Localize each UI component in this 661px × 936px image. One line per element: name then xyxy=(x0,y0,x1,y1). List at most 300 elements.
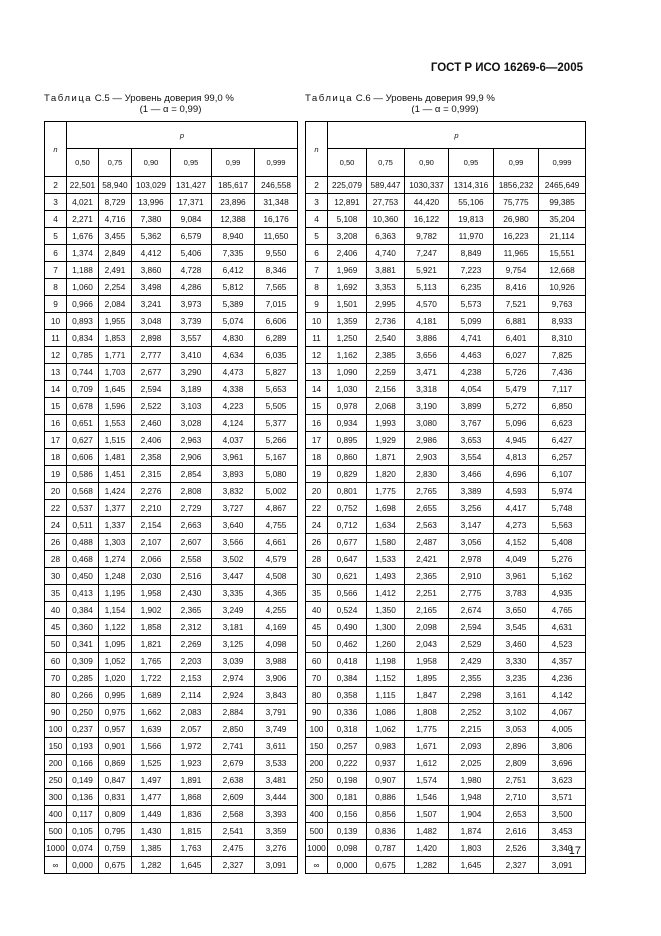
value-cell: 6,412 xyxy=(212,262,255,279)
value-cell: 0,829 xyxy=(328,466,367,483)
value-cell: 2,066 xyxy=(132,551,171,568)
value-cell: 5,827 xyxy=(255,364,298,381)
value-cell: 4,255 xyxy=(255,602,298,619)
table-row xyxy=(45,789,298,806)
value-cell: 0,285 xyxy=(67,670,99,687)
value-cell: 35,204 xyxy=(539,211,586,228)
value-cell: 5,096 xyxy=(494,415,539,432)
row-n-cell: 24 xyxy=(306,517,328,534)
value-cell: 0,712 xyxy=(328,517,367,534)
value-cell: 2,327 xyxy=(494,857,539,874)
caption-text: С.5 — Уровень доверия 99,0 % xyxy=(92,93,234,104)
value-cell: 1,248 xyxy=(99,568,132,585)
value-cell: 2,154 xyxy=(132,517,171,534)
value-cell: 3,961 xyxy=(212,449,255,466)
value-cell: 0,074 xyxy=(67,840,99,857)
value-cell: 2,475 xyxy=(212,840,255,857)
value-cell: 5,653 xyxy=(255,381,298,398)
value-cell: 3,893 xyxy=(212,466,255,483)
value-cell: 3,557 xyxy=(171,330,212,347)
value-cell: 1,703 xyxy=(99,364,132,381)
row-n-cell: ∞ xyxy=(306,857,328,874)
row-n-cell: 12 xyxy=(45,347,67,364)
value-cell: 5,505 xyxy=(255,398,298,415)
value-cell: 1,533 xyxy=(367,551,405,568)
value-cell: 0,139 xyxy=(328,823,367,840)
value-cell: 1,385 xyxy=(132,840,171,857)
value-cell: 3,353 xyxy=(367,279,405,296)
table-row xyxy=(45,279,298,296)
value-cell: 3,498 xyxy=(132,279,171,296)
value-cell: 5,406 xyxy=(171,245,212,262)
value-cell: 2,850 xyxy=(212,721,255,738)
value-cell: 2,924 xyxy=(212,687,255,704)
row-n-cell: 2 xyxy=(306,177,328,194)
value-cell: 0,490 xyxy=(328,619,367,636)
caption-subtitle: (1 — α = 0,999) xyxy=(411,104,479,115)
value-cell: 3,571 xyxy=(539,789,586,806)
value-cell: 44,420 xyxy=(405,194,449,211)
value-cell: 3,056 xyxy=(449,534,494,551)
value-cell: 9,550 xyxy=(255,245,298,262)
value-cell: 4,661 xyxy=(255,534,298,551)
table-row xyxy=(45,602,298,619)
value-cell: 0,341 xyxy=(67,636,99,653)
table-row xyxy=(306,432,586,449)
row-n-cell: 100 xyxy=(45,721,67,738)
column-header: 0,75 xyxy=(367,149,405,177)
value-cell: 2,609 xyxy=(212,789,255,806)
value-cell: 4,054 xyxy=(449,381,494,398)
caption-subtitle: (1 — α = 0,99) xyxy=(139,104,202,115)
value-cell: 1,095 xyxy=(99,636,132,653)
value-cell: 2,978 xyxy=(449,551,494,568)
value-cell: 3,091 xyxy=(539,857,586,874)
value-cell: 2,429 xyxy=(449,653,494,670)
value-cell: 4,631 xyxy=(539,619,586,636)
row-n-cell: 11 xyxy=(45,330,67,347)
table-row xyxy=(45,687,298,704)
value-cell: 0,193 xyxy=(67,738,99,755)
value-cell: 5,272 xyxy=(494,398,539,415)
table-row xyxy=(306,483,586,500)
value-cell: 2,674 xyxy=(449,602,494,619)
value-cell: 0,198 xyxy=(328,772,367,789)
value-cell: 6,235 xyxy=(449,279,494,296)
value-cell: 1,115 xyxy=(367,687,405,704)
column-header: 0,999 xyxy=(255,149,298,177)
value-cell: 4,740 xyxy=(367,245,405,262)
value-cell: 1,645 xyxy=(99,381,132,398)
value-cell: 0,795 xyxy=(99,823,132,840)
value-cell: 3,410 xyxy=(171,347,212,364)
value-cell: 2,156 xyxy=(367,381,405,398)
value-cell: 5,362 xyxy=(132,228,171,245)
value-cell: 15,551 xyxy=(539,245,586,262)
row-n-cell: 10 xyxy=(306,313,328,330)
row-n-cell: 9 xyxy=(306,296,328,313)
value-cell: 3,190 xyxy=(405,398,449,415)
value-cell: 2,529 xyxy=(449,636,494,653)
column-header: 0,99 xyxy=(212,149,255,177)
column-header-row xyxy=(306,149,586,177)
caption-title xyxy=(44,93,297,104)
value-cell: 2,315 xyxy=(132,466,171,483)
value-cell: 1,493 xyxy=(367,568,405,585)
row-n-cell: 60 xyxy=(45,653,67,670)
value-cell: 0,675 xyxy=(99,857,132,874)
value-cell: 3,961 xyxy=(494,568,539,585)
value-cell: 2,421 xyxy=(405,551,449,568)
value-cell: 1,639 xyxy=(132,721,171,738)
row-n-cell: 50 xyxy=(45,636,67,653)
value-cell: 5,573 xyxy=(449,296,494,313)
value-cell: 2,679 xyxy=(212,755,255,772)
table-row xyxy=(45,857,298,874)
value-cell: 9,763 xyxy=(539,296,586,313)
row-n-cell: 14 xyxy=(306,381,328,398)
row-n-cell: 100 xyxy=(306,721,328,738)
table-row xyxy=(306,806,586,823)
row-n-cell: 16 xyxy=(45,415,67,432)
row-n-cell: 30 xyxy=(306,568,328,585)
data-table xyxy=(305,121,586,874)
value-cell: 6,623 xyxy=(539,415,586,432)
table-row xyxy=(306,211,586,228)
value-cell: 0,966 xyxy=(67,296,99,313)
row-n-cell: 4 xyxy=(45,211,67,228)
column-header: 0,90 xyxy=(132,149,171,177)
value-cell: 0,978 xyxy=(328,398,367,415)
row-n-cell: 200 xyxy=(306,755,328,772)
value-cell: 0,384 xyxy=(67,602,99,619)
value-cell: 131,427 xyxy=(171,177,212,194)
value-cell: 7,015 xyxy=(255,296,298,313)
value-cell: 12,668 xyxy=(539,262,586,279)
value-cell: 246,558 xyxy=(255,177,298,194)
value-cell: 2,491 xyxy=(99,262,132,279)
value-cell: 0,787 xyxy=(367,840,405,857)
row-n-cell: 20 xyxy=(306,483,328,500)
value-cell: 3,125 xyxy=(212,636,255,653)
value-cell: 6,107 xyxy=(539,466,586,483)
value-cell: 4,741 xyxy=(449,330,494,347)
value-cell: 0,105 xyxy=(67,823,99,840)
value-cell: 1,086 xyxy=(367,704,405,721)
value-cell: 0,606 xyxy=(67,449,99,466)
value-cell: 1,958 xyxy=(132,585,171,602)
caption-title xyxy=(305,93,585,104)
row-n-cell: 250 xyxy=(45,772,67,789)
value-cell: 2,215 xyxy=(449,721,494,738)
value-cell: 5,408 xyxy=(539,534,586,551)
value-cell: 2,741 xyxy=(212,738,255,755)
value-cell: 11,965 xyxy=(494,245,539,262)
value-cell: 2,655 xyxy=(405,500,449,517)
table-row xyxy=(45,483,298,500)
value-cell: 7,380 xyxy=(132,211,171,228)
table-row xyxy=(306,755,586,772)
value-cell: 2,298 xyxy=(449,687,494,704)
value-cell: 1,282 xyxy=(405,857,449,874)
value-cell: 0,257 xyxy=(328,738,367,755)
value-cell: 2,765 xyxy=(405,483,449,500)
value-cell: 3,481 xyxy=(255,772,298,789)
table-row xyxy=(306,721,586,738)
value-cell: 1,969 xyxy=(328,262,367,279)
value-cell: 1,481 xyxy=(99,449,132,466)
value-cell: 0,709 xyxy=(67,381,99,398)
row-n-cell: 5 xyxy=(45,228,67,245)
value-cell: 12,891 xyxy=(328,194,367,211)
value-cell: 0,524 xyxy=(328,602,367,619)
table-row xyxy=(45,364,298,381)
value-cell: 19,813 xyxy=(449,211,494,228)
value-cell: 2,903 xyxy=(405,449,449,466)
value-cell: 2,030 xyxy=(132,568,171,585)
value-cell: 5,748 xyxy=(539,500,586,517)
row-n-cell: 18 xyxy=(306,449,328,466)
table-row xyxy=(45,551,298,568)
value-cell: 2,830 xyxy=(405,466,449,483)
value-cell: 5,389 xyxy=(212,296,255,313)
value-cell: 1,377 xyxy=(99,500,132,517)
row-n-cell: 14 xyxy=(45,381,67,398)
value-cell: 11,970 xyxy=(449,228,494,245)
value-cell: 1,420 xyxy=(405,840,449,857)
value-cell: 3,650 xyxy=(494,602,539,619)
value-cell: 0,000 xyxy=(67,857,99,874)
row-n-cell: 80 xyxy=(306,687,328,704)
value-cell: 1,062 xyxy=(367,721,405,738)
value-cell: 27,753 xyxy=(367,194,405,211)
value-cell: 4,765 xyxy=(539,602,586,619)
value-cell: 0,237 xyxy=(67,721,99,738)
row-n-cell: 90 xyxy=(45,704,67,721)
table-row xyxy=(45,670,298,687)
value-cell: 2,114 xyxy=(171,687,212,704)
value-cell: 4,021 xyxy=(67,194,99,211)
table-row xyxy=(306,262,586,279)
value-cell: 16,223 xyxy=(494,228,539,245)
value-cell: 2,365 xyxy=(405,568,449,585)
value-cell: 2,898 xyxy=(132,330,171,347)
table-row xyxy=(306,313,586,330)
value-cell: 0,869 xyxy=(99,755,132,772)
value-cell: 2465,649 xyxy=(539,177,586,194)
value-cell: 1,060 xyxy=(67,279,99,296)
value-cell: 0,156 xyxy=(328,806,367,823)
value-cell: 3,161 xyxy=(494,687,539,704)
value-cell: 2,365 xyxy=(171,602,212,619)
value-cell: 0,975 xyxy=(99,704,132,721)
value-cell: 3,189 xyxy=(171,381,212,398)
row-n-cell: 20 xyxy=(45,483,67,500)
value-cell: 3,080 xyxy=(405,415,449,432)
value-cell: 2,594 xyxy=(132,381,171,398)
column-header: 0,999 xyxy=(539,149,586,177)
value-cell: 1,052 xyxy=(99,653,132,670)
value-cell: 1,188 xyxy=(67,262,99,279)
value-cell: 0,318 xyxy=(328,721,367,738)
value-cell: 3,886 xyxy=(405,330,449,347)
value-cell: 0,886 xyxy=(367,789,405,806)
value-cell: 103,029 xyxy=(132,177,171,194)
value-cell: 4,945 xyxy=(494,432,539,449)
value-cell: 5,108 xyxy=(328,211,367,228)
value-cell: 0,752 xyxy=(328,500,367,517)
value-cell: 0,675 xyxy=(367,857,405,874)
value-cell: 1,198 xyxy=(367,653,405,670)
table-row xyxy=(306,704,586,721)
value-cell: 4,696 xyxy=(494,466,539,483)
row-n-cell: 80 xyxy=(45,687,67,704)
value-cell: 0,627 xyxy=(67,432,99,449)
row-n-cell: 300 xyxy=(306,789,328,806)
value-cell: 0,450 xyxy=(67,568,99,585)
column-header: 0,99 xyxy=(494,149,539,177)
value-cell: 3,767 xyxy=(449,415,494,432)
row-n-cell: 1000 xyxy=(45,840,67,857)
value-cell: 2,254 xyxy=(99,279,132,296)
value-cell: 3,460 xyxy=(494,636,539,653)
value-cell: 4,867 xyxy=(255,500,298,517)
value-cell: 4,728 xyxy=(171,262,212,279)
value-cell: 8,416 xyxy=(494,279,539,296)
value-cell: 1,374 xyxy=(67,245,99,262)
value-cell: 1,359 xyxy=(328,313,367,330)
value-cell: 2,884 xyxy=(212,704,255,721)
value-cell: 1,274 xyxy=(99,551,132,568)
table-row xyxy=(45,704,298,721)
value-cell: 5,002 xyxy=(255,483,298,500)
value-cell: 0,117 xyxy=(67,806,99,823)
value-cell: 5,162 xyxy=(539,568,586,585)
value-cell: 4,463 xyxy=(449,347,494,364)
value-cell: 2,995 xyxy=(367,296,405,313)
value-cell: 8,310 xyxy=(539,330,586,347)
value-cell: 1,300 xyxy=(367,619,405,636)
value-cell: 2,083 xyxy=(171,704,212,721)
value-cell: 6,606 xyxy=(255,313,298,330)
table-row xyxy=(45,313,298,330)
value-cell: 1,645 xyxy=(449,857,494,874)
value-cell: 7,436 xyxy=(539,364,586,381)
value-cell: 7,565 xyxy=(255,279,298,296)
value-cell: 1,553 xyxy=(99,415,132,432)
p-header: p xyxy=(67,122,298,149)
value-cell: 3,653 xyxy=(449,432,494,449)
value-cell: 1,775 xyxy=(405,721,449,738)
value-cell: 1,580 xyxy=(367,534,405,551)
value-cell: 2,751 xyxy=(494,772,539,789)
value-cell: 6,579 xyxy=(171,228,212,245)
value-cell: 2,710 xyxy=(494,789,539,806)
value-cell: 0,651 xyxy=(67,415,99,432)
value-cell: 9,754 xyxy=(494,262,539,279)
value-cell: 0,860 xyxy=(328,449,367,466)
value-cell: 6,363 xyxy=(367,228,405,245)
row-n-cell: 150 xyxy=(306,738,328,755)
table-row xyxy=(306,670,586,687)
caption-word: Таблица xyxy=(305,93,354,104)
value-cell: 1,874 xyxy=(449,823,494,840)
value-cell: 2,910 xyxy=(449,568,494,585)
value-cell: 1,152 xyxy=(367,670,405,687)
table-row xyxy=(306,687,586,704)
table-row xyxy=(306,296,586,313)
value-cell: 1,195 xyxy=(99,585,132,602)
value-cell: 1,477 xyxy=(132,789,171,806)
value-cell: 1,337 xyxy=(99,517,132,534)
value-cell: 3,843 xyxy=(255,687,298,704)
value-cell: 1,515 xyxy=(99,432,132,449)
value-cell: 0,360 xyxy=(67,619,99,636)
value-cell: 0,801 xyxy=(328,483,367,500)
value-cell: 7,247 xyxy=(405,245,449,262)
value-cell: 1856,232 xyxy=(494,177,539,194)
table-row xyxy=(45,568,298,585)
value-cell: 5,812 xyxy=(212,279,255,296)
value-cell: 1,972 xyxy=(171,738,212,755)
table-row xyxy=(45,823,298,840)
value-cell: 225,079 xyxy=(328,177,367,194)
table-row xyxy=(306,245,586,262)
table-row xyxy=(306,653,586,670)
value-cell: 3,860 xyxy=(132,262,171,279)
row-n-cell: 70 xyxy=(306,670,328,687)
value-cell: 2,638 xyxy=(212,772,255,789)
value-cell: 0,537 xyxy=(67,500,99,517)
value-cell: 3,393 xyxy=(255,806,298,823)
value-cell: 2,165 xyxy=(405,602,449,619)
value-cell: 4,412 xyxy=(132,245,171,262)
column-header: 0,50 xyxy=(67,149,99,177)
value-cell: 0,937 xyxy=(367,755,405,772)
value-cell: 5,921 xyxy=(405,262,449,279)
value-cell: 0,678 xyxy=(67,398,99,415)
value-cell: 4,473 xyxy=(212,364,255,381)
table-row xyxy=(306,279,586,296)
value-cell: 2,153 xyxy=(171,670,212,687)
value-cell: 0,809 xyxy=(99,806,132,823)
value-cell: 4,570 xyxy=(405,296,449,313)
value-cell: 4,005 xyxy=(539,721,586,738)
table-row xyxy=(45,806,298,823)
value-cell: 6,257 xyxy=(539,449,586,466)
row-n-cell: 6 xyxy=(45,245,67,262)
value-cell: 3,208 xyxy=(328,228,367,245)
value-cell: 2,963 xyxy=(171,432,212,449)
value-cell: 3,447 xyxy=(212,568,255,585)
table-row xyxy=(306,398,586,415)
value-cell: 1,763 xyxy=(171,840,212,857)
table-row xyxy=(306,415,586,432)
table-row xyxy=(306,738,586,755)
value-cell: 0,621 xyxy=(328,568,367,585)
value-cell: 4,124 xyxy=(212,415,255,432)
value-cell: 1,820 xyxy=(367,466,405,483)
value-cell: 2,269 xyxy=(171,636,212,653)
value-cell: 3,899 xyxy=(449,398,494,415)
value-cell: 1,923 xyxy=(171,755,212,772)
table-row xyxy=(306,619,586,636)
value-cell: 2,522 xyxy=(132,398,171,415)
value-cell: 1,350 xyxy=(367,602,405,619)
value-cell: 4,181 xyxy=(405,313,449,330)
value-cell: 7,335 xyxy=(212,245,255,262)
value-cell: 3,640 xyxy=(212,517,255,534)
